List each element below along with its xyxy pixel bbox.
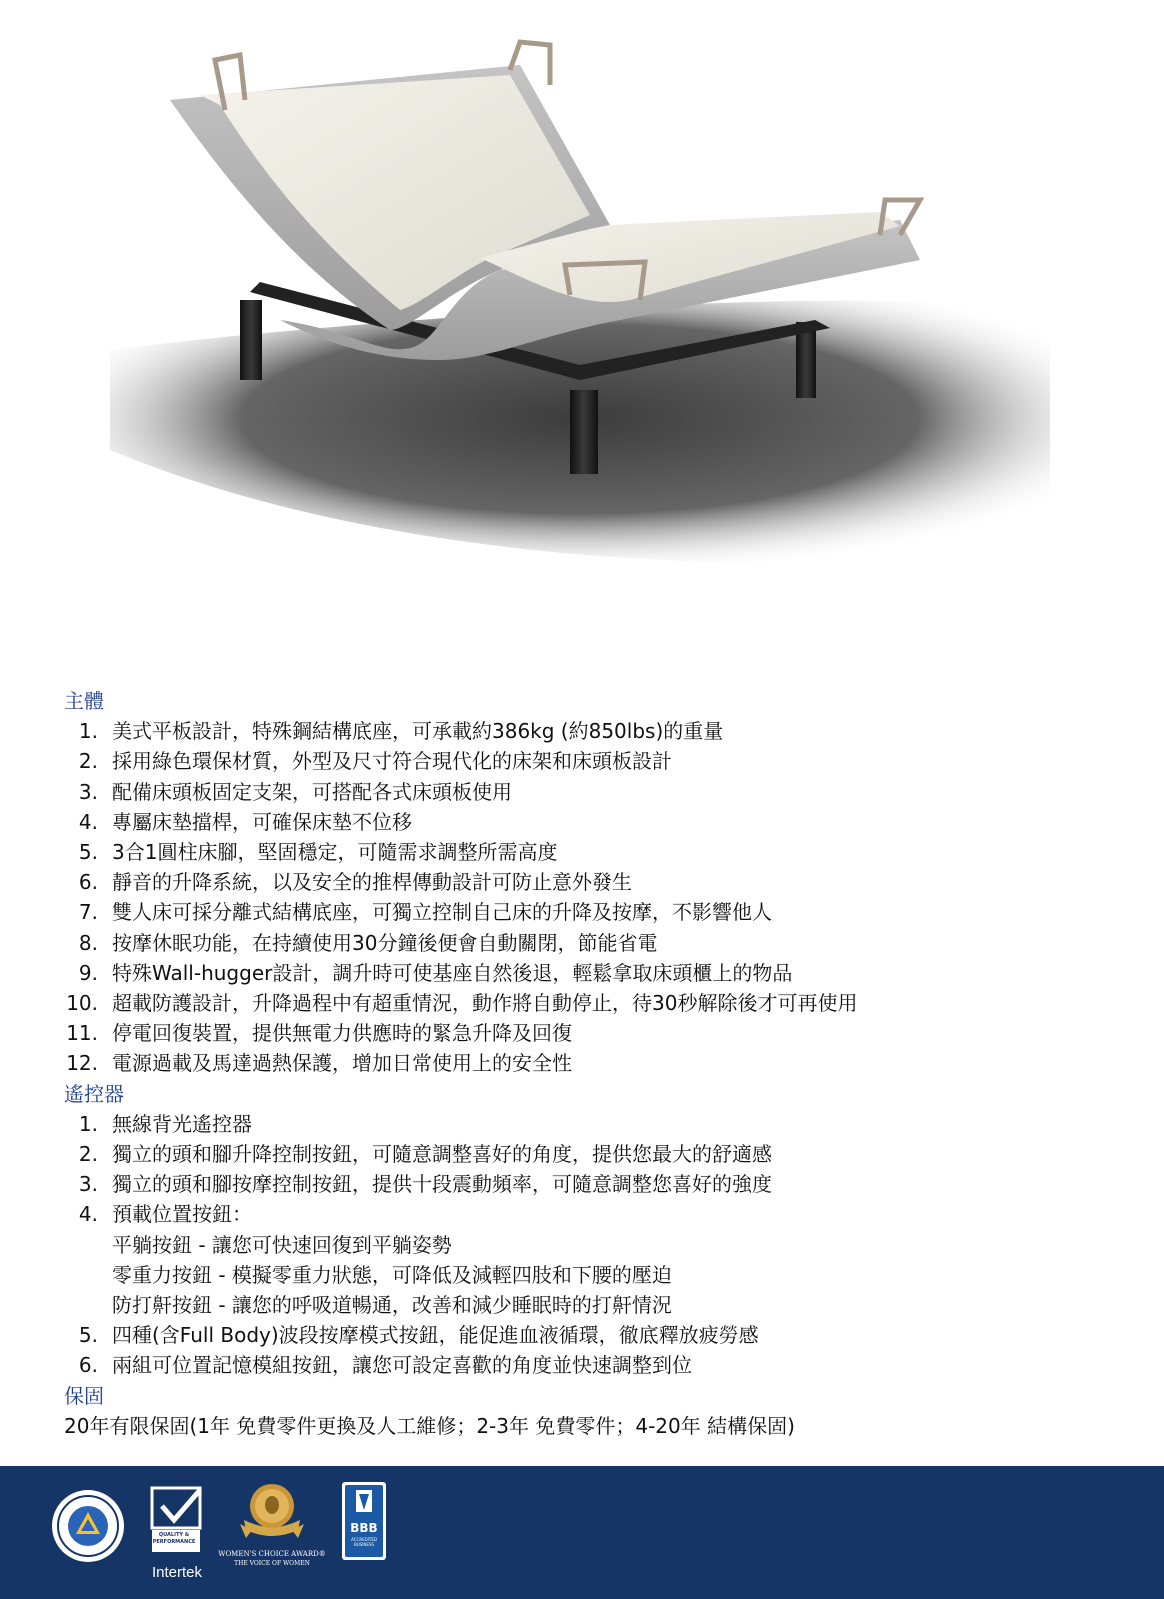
list-item-number: 12.: [66, 1051, 98, 1076]
womens-choice-label: WOMEN'S CHOICE AWARD®: [218, 1550, 326, 1558]
list-item-text: 配備床頭板固定支架，可搭配各式床頭板使用: [112, 779, 512, 804]
list-item-number: 1.: [78, 1111, 98, 1136]
list-item-text: 超載防護設計，升降過程中有超重情況，動作將自動停止，待30秒解除後才可再使用: [112, 991, 858, 1015]
list-item-text: 電源過載及馬達過熱保護，增加日常使用上的安全性: [112, 1051, 572, 1076]
warranty-text: 20年有限保固(1年 免費零件更換及人工維修；2-3年 免費零件；4-20年 結構保固): [64, 1413, 795, 1438]
intertek-label: Intertek: [151, 1564, 203, 1581]
bbb-sublabel: ACCREDITED BUSINESS: [351, 1537, 377, 1547]
list-item-text: 按摩休眠功能，在持續使用30分鐘後便會自動關閉，節能省電: [112, 930, 658, 955]
list-item-text: 美式平板設計，特殊鋼結構底座，可承載約386kg (約850lbs)的重量: [112, 719, 724, 744]
list-item-number: 10.: [66, 991, 98, 1015]
list-item-text: 3合1圓柱床腳，堅固穩定，可隨需求調整所需高度: [112, 840, 558, 864]
list-item-text: 無線背光遙控器: [112, 1111, 252, 1136]
bbb-label: BBB: [350, 1521, 378, 1535]
womens-choice-medal-icon: [236, 1480, 308, 1540]
adjustable-bed-photo: [110, 30, 1050, 575]
preset-line: 防打鼾按鈕 - 讓您的呼吸道暢通，改善和減少睡眠時的打鼾情況: [112, 1293, 672, 1317]
list-item-text: 採用綠色環保材質，外型及尺寸符合現代化的床架和床頭板設計: [112, 749, 672, 774]
list-item-text: 獨立的頭和腳升降控制按鈕，可隨意調整喜好的角度，提供您最大的舒適感: [112, 1142, 772, 1166]
bed-leg: [570, 390, 598, 474]
list-item-text: 獨立的頭和腳按摩控制按鈕，提供十段震動頻率，可隨意調整您喜好的強度: [112, 1172, 772, 1197]
list-item-number: 6.: [78, 870, 98, 895]
section-title-remote: 遙控器: [64, 1081, 124, 1106]
list-item-number: 2.: [78, 1142, 98, 1166]
list-item-text: 四種(含Full Body)波段按摩模式按鈕，能促進血液循環，徹底釋放疲勞感: [112, 1323, 759, 1348]
preset-line: 平躺按鈕 - 讓您可快速回復到平躺姿勢: [112, 1232, 452, 1257]
bed-leg: [240, 300, 262, 380]
certification-footer: [0, 1466, 1164, 1599]
list-item-number: 5.: [78, 1323, 98, 1348]
list-item-text: 預載位置按鈕：: [112, 1202, 252, 1227]
intertek-sublabel: QUALITY & PERFORMANCE: [152, 1532, 196, 1545]
preset-line: 零重力按鈕 - 模擬零重力狀態，可降低及減輕四肢和下腰的壓迫: [112, 1262, 672, 1287]
list-item-number: 11.: [66, 1021, 98, 1046]
list-item-number: 6.: [78, 1353, 98, 1378]
list-item-text: 專屬床墊擋桿，可確保床墊不位移: [112, 809, 412, 834]
list-item-text: 兩組可位置記憶模組按鈕，讓您可設定喜歡的角度並快速調整到位: [112, 1353, 692, 1378]
list-item-number: 5.: [78, 840, 98, 864]
section-title-warranty: 保固: [64, 1383, 104, 1408]
list-item-text: 停電回復裝置，提供無電力供應時的緊急升降及回復: [112, 1021, 572, 1046]
list-item-number: 3.: [78, 779, 98, 804]
list-item-text: 靜音的升降系統，以及安全的推桿傳動設計可防止意外發生: [112, 870, 632, 895]
list-item-number: 3.: [78, 1172, 98, 1197]
list-item-number: 1.: [78, 719, 98, 744]
list-item-number: 2.: [78, 749, 98, 774]
list-item-number: 4.: [78, 1202, 98, 1227]
list-item-text: 雙人床可採分離式結構底座，可獨立控制自己床的升降及按摩，不影響他人: [112, 900, 772, 925]
list-item-number: 4.: [78, 809, 98, 834]
list-item-number: 9.: [78, 960, 98, 985]
womens-choice-sublabel: THE VOICE OF WOMEN: [234, 1560, 310, 1567]
list-item-number: 8.: [78, 930, 98, 955]
section-title-main: 主體: [64, 689, 104, 713]
recommended-seal-icon: [50, 1488, 126, 1564]
list-item-text: 特殊Wall-hugger設計，調升時可使基座自然後退，輕鬆拿取床頭櫃上的物品: [112, 960, 793, 985]
list-item-number: 7.: [78, 900, 98, 925]
